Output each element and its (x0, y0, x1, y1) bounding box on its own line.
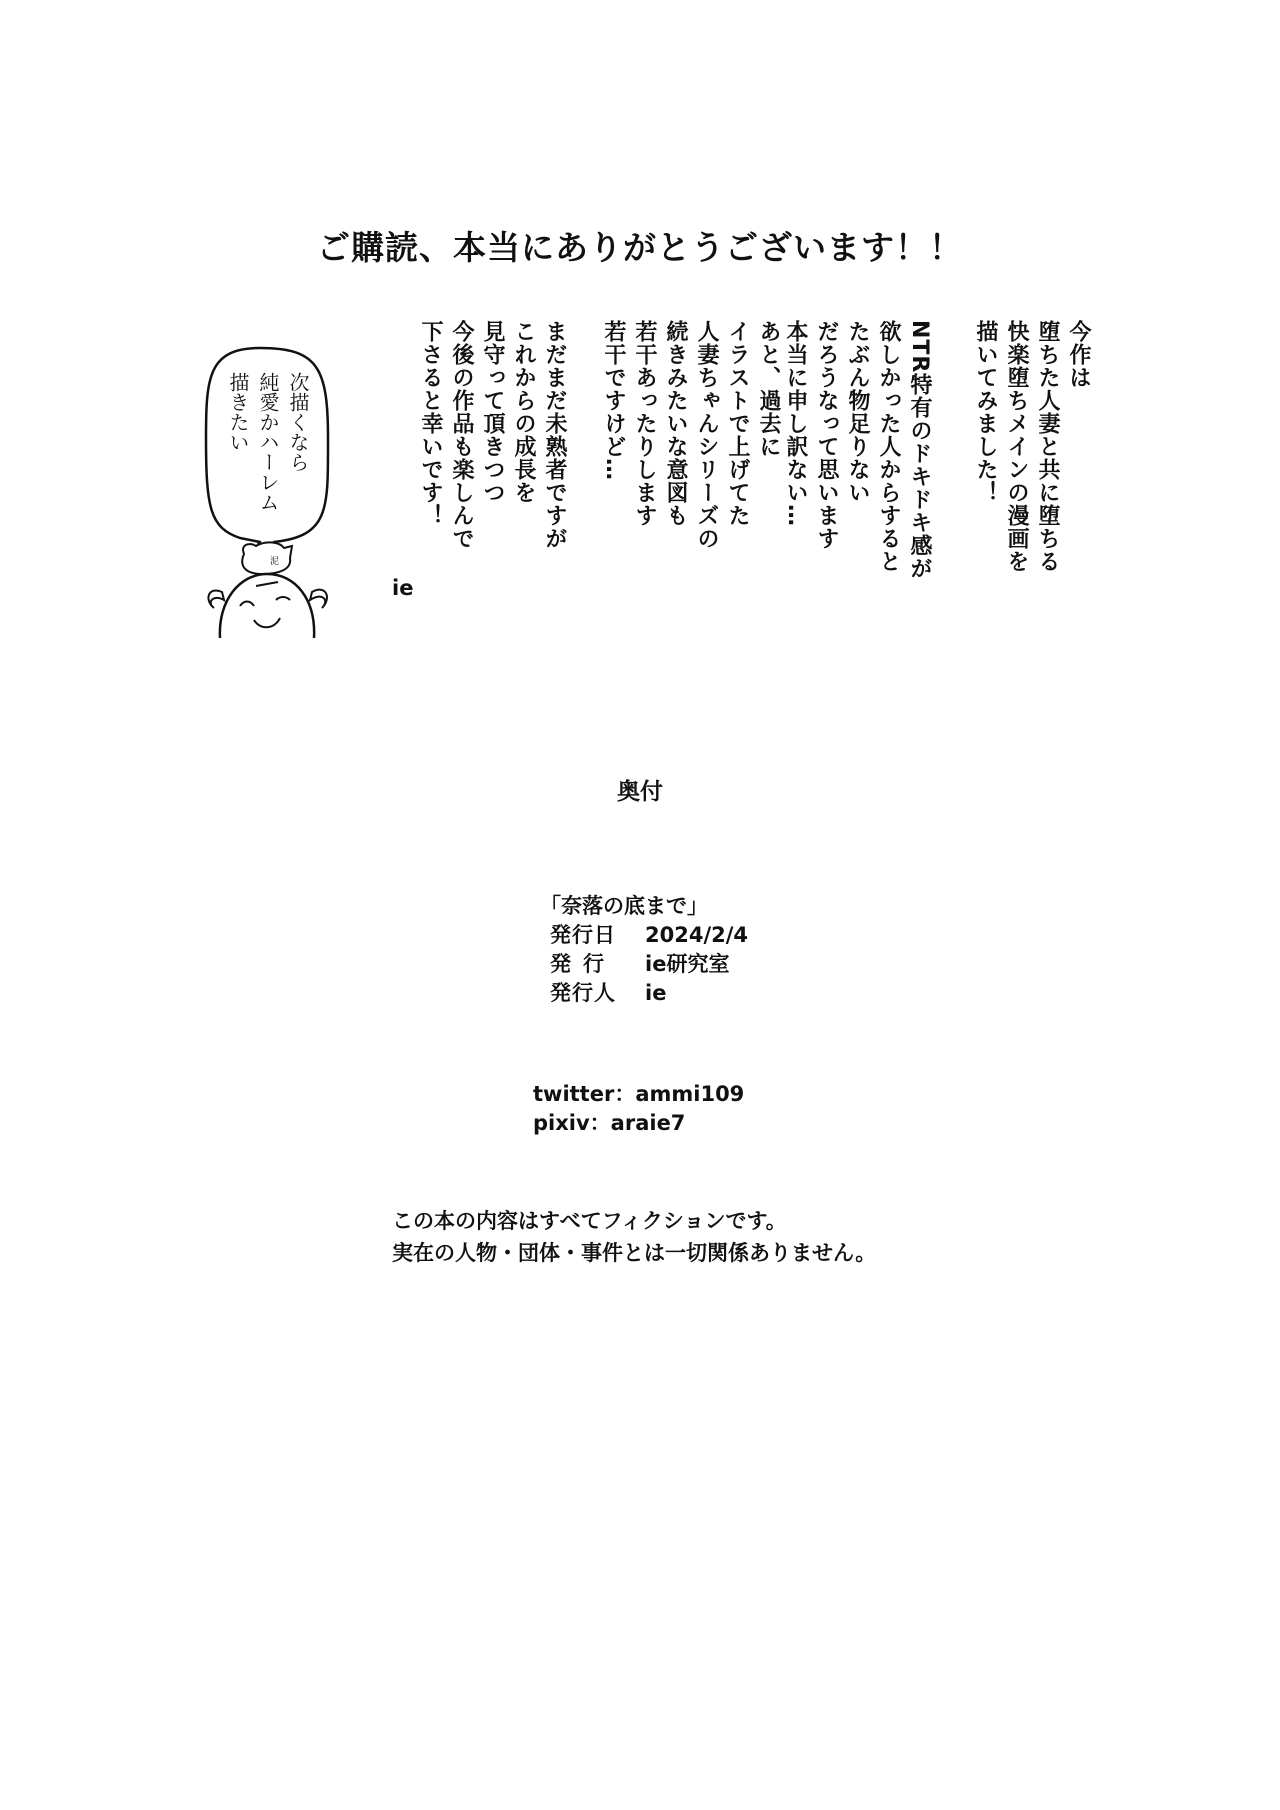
speech-bubble-line-3: 描きたい (226, 372, 250, 452)
social-separator: ： (614, 1082, 636, 1106)
right-horn-icon (310, 590, 327, 608)
message-column-2 (780, 320, 935, 580)
publication-value: ie研究室 (645, 952, 730, 976)
message-column-3 (598, 320, 784, 550)
message-line: 下さると幸いです！ (418, 320, 443, 527)
social-separator: ： (589, 1111, 611, 1135)
creature-tag: 泥 (270, 557, 280, 567)
social-pixiv (533, 1109, 744, 1138)
message-line: イラストで上げてた (725, 320, 750, 527)
message-line: 続きみたいな意図も (663, 320, 688, 527)
message-line: 若干ですけど… (601, 320, 626, 481)
publication-key: 発行人 (550, 981, 616, 1005)
message-line: 描いてみました！ (973, 320, 998, 504)
speech-bubble-line-2: 純愛かハーレム (256, 372, 280, 512)
publication-row (550, 979, 748, 1008)
publication-value: 2024/2/4 (645, 923, 749, 947)
publication-value: ie (645, 981, 667, 1005)
message-line: 堕ちた人妻と共に堕ちる (1035, 320, 1060, 573)
message-line: たぶん物足りない (845, 320, 870, 504)
message-line: これからの成長を (511, 320, 536, 504)
publication-row (550, 921, 748, 950)
social-twitter (533, 1080, 744, 1109)
message-line: NTR特有のドキドキ感が (907, 320, 932, 581)
message-line: 見守って頂きつつ (480, 320, 505, 504)
social-handle: ammi109 (635, 1082, 745, 1106)
message-line: あと、過去に (756, 320, 781, 458)
author-signature: ie (392, 576, 414, 600)
message-line: 人妻ちゃんシリーズの (694, 320, 719, 550)
publication-info (540, 892, 749, 1008)
message-column-1 (970, 320, 1094, 573)
message-line: まだまだ未熟者ですが (542, 320, 567, 550)
author-mascot-doodle (200, 338, 350, 638)
disclaimer-line: この本の内容はすべてフィクションです。 (392, 1209, 787, 1233)
message-line: 欲しかった人からすると (876, 320, 901, 573)
fiction-disclaimer (392, 1205, 876, 1269)
left-horn-icon (208, 591, 224, 608)
message-line: 今作は (1066, 320, 1091, 389)
afterword-headline: ご購読、本当にありがとうございます！！ (317, 228, 963, 267)
message-line: 本当に申し訳ない… (783, 320, 808, 527)
social-links (533, 1080, 744, 1138)
social-label: twitter (533, 1082, 615, 1106)
small-creature-icon (242, 542, 292, 574)
speech-bubble-line-1: 次描くなら (286, 372, 310, 472)
colophon-heading: 奥付 (617, 779, 663, 805)
social-label: pixiv (533, 1111, 590, 1135)
message-line: 快楽堕ちメインの漫画を (1004, 320, 1029, 573)
message-line: だろうなって思います (814, 320, 839, 550)
social-handle: araie7 (610, 1111, 686, 1135)
message-line: 若干あったりします (632, 320, 657, 527)
disclaimer-line: 実在の人物・団体・事件とは一切関係ありません。 (392, 1241, 877, 1265)
publication-key: 発行 (550, 952, 616, 976)
publication-row (550, 950, 748, 979)
message-column-4 (415, 320, 570, 550)
book-title: 「奈落の底まで」 (540, 894, 708, 918)
message-line: 今後の作品も楽しんで (449, 320, 474, 550)
publication-key: 発行日 (550, 923, 616, 947)
